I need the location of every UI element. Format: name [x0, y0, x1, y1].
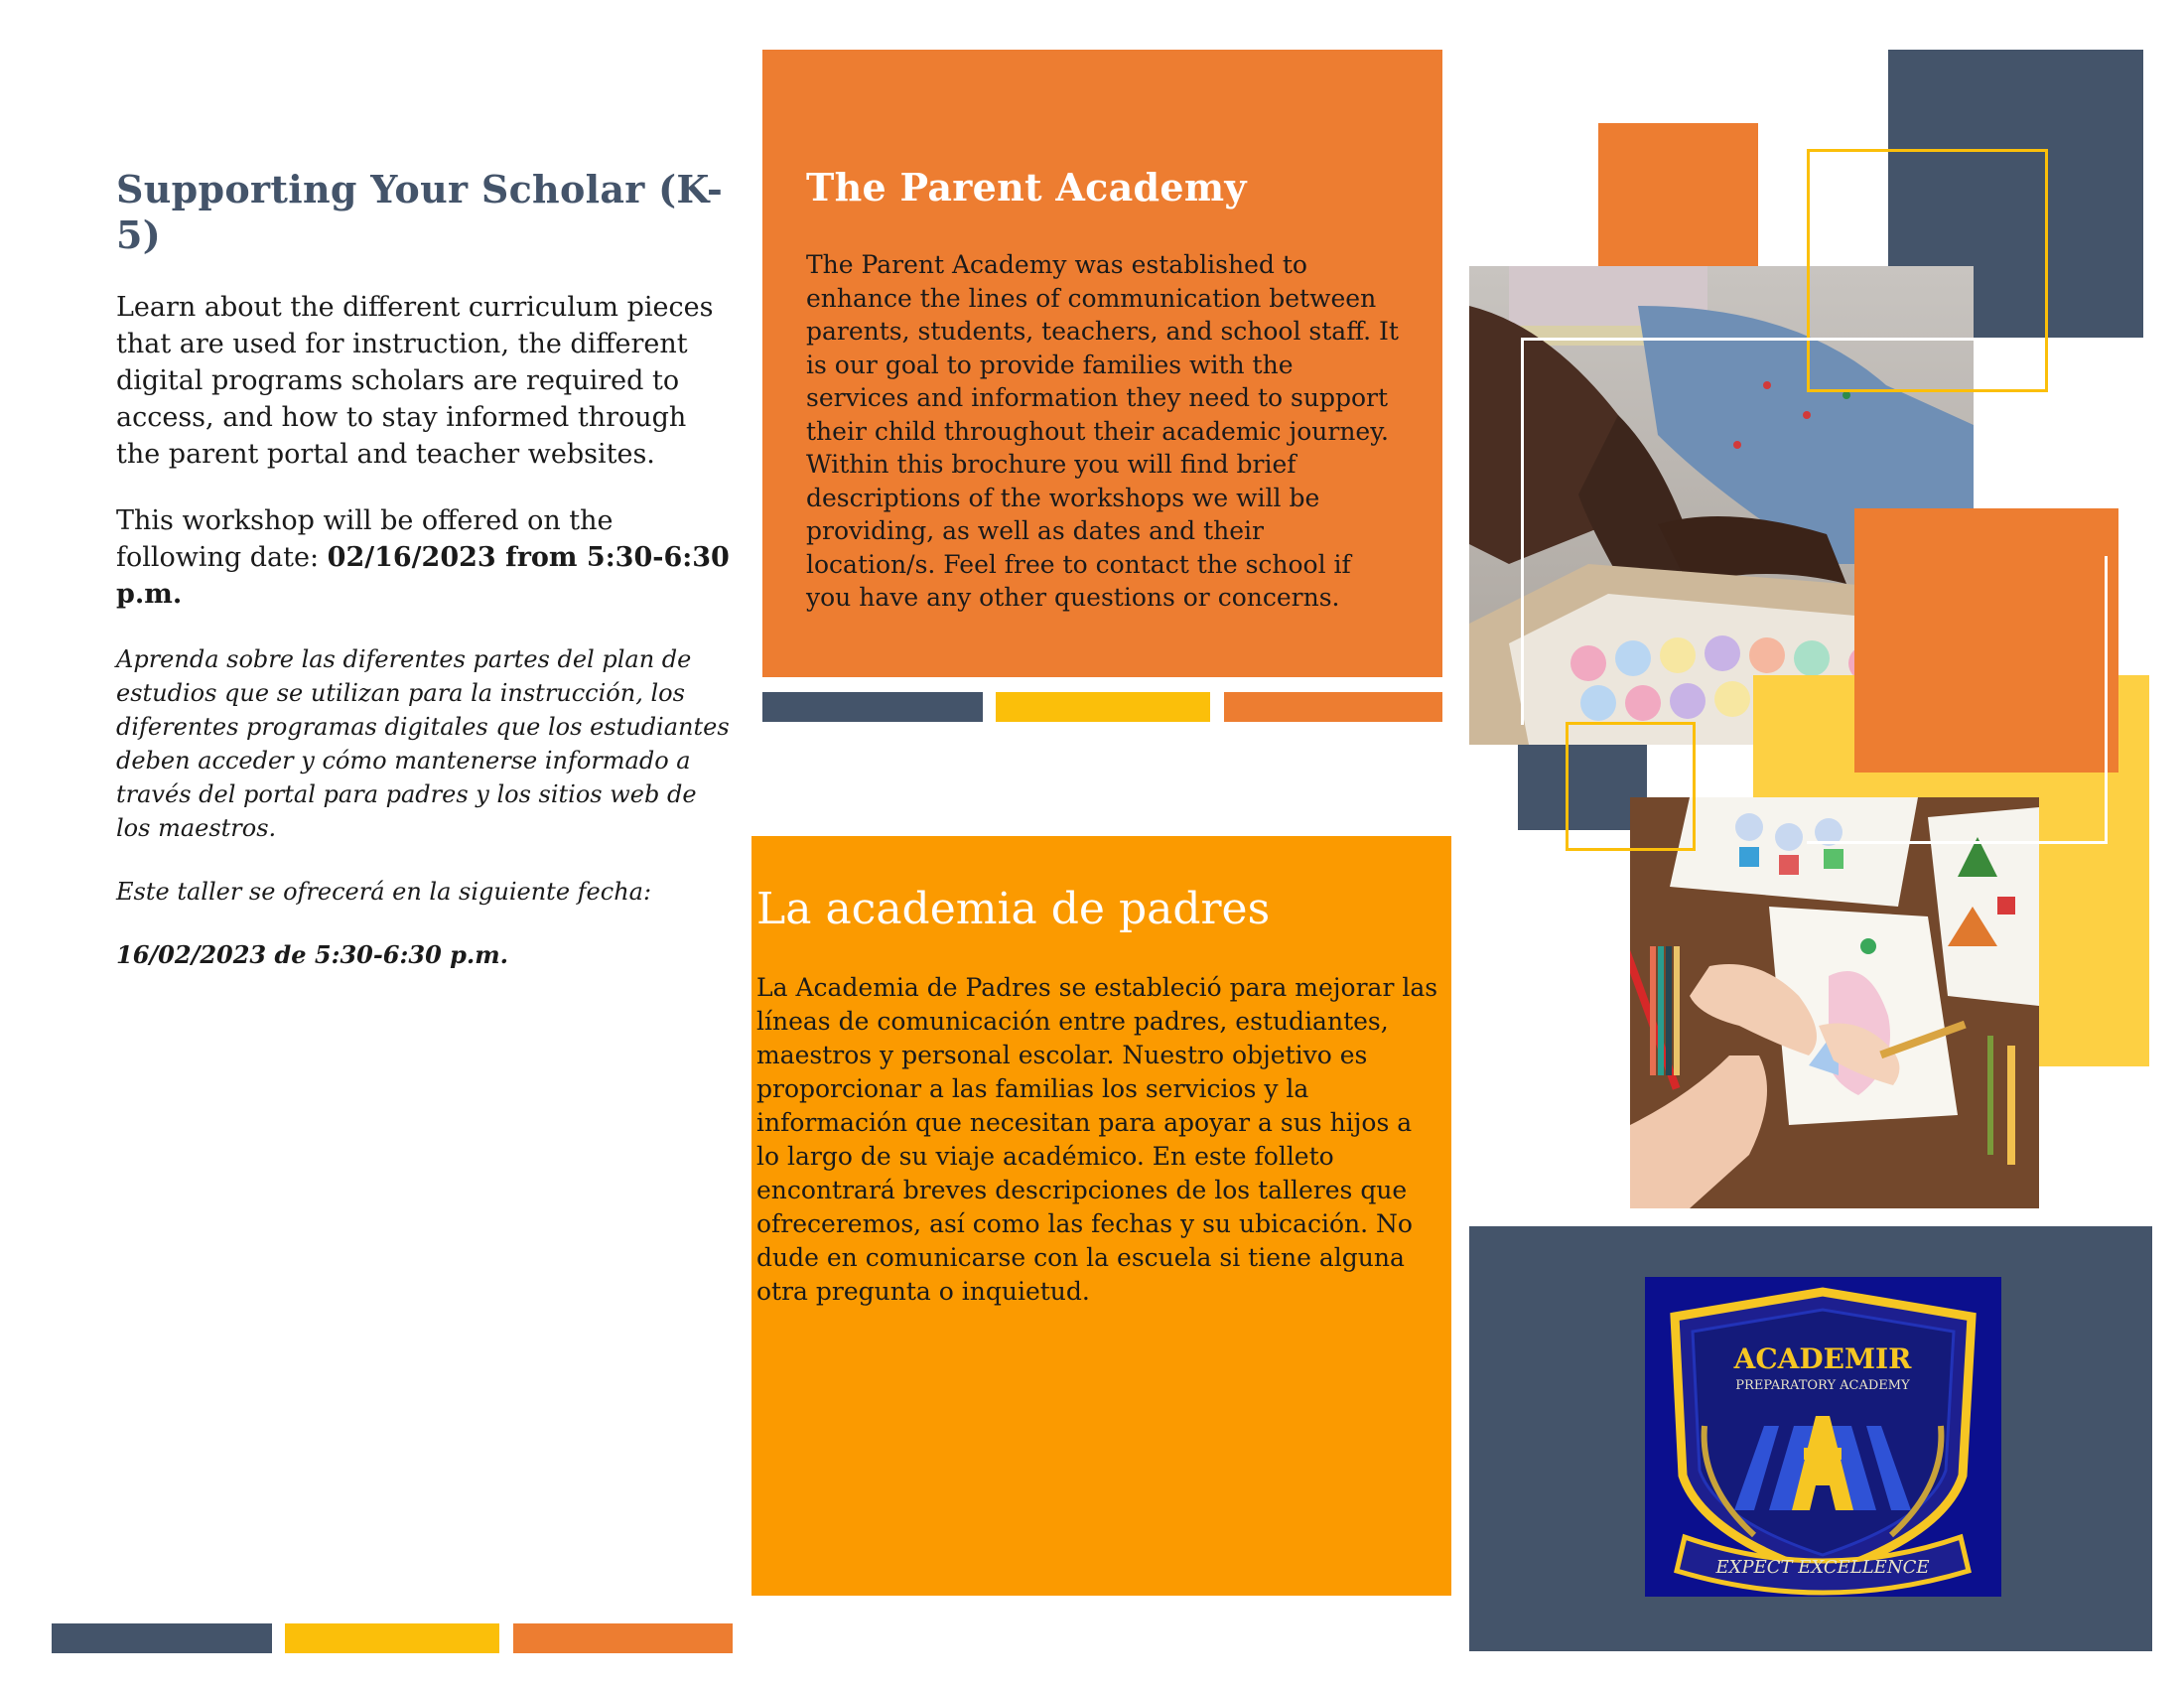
photo-coloring-illustration [1630, 797, 2039, 1208]
school-crest-icon [1645, 1277, 2001, 1597]
decor-frame-white-line [1521, 338, 1976, 341]
logo-name: ACADEMIR [1733, 1342, 1912, 1375]
workshop-title: Supporting Your Scholar (K-5) [116, 167, 724, 257]
workshop-description: Learn about the different curriculum pieces that are used for instruction, the different digital programs scholars are required to access, and how to stay informed through the parent portal and teacher websites. [116, 292, 714, 471]
divider-bar-navy [762, 692, 983, 722]
divider-bar-navy [52, 1623, 272, 1653]
left-column [116, 167, 732, 972]
academia-padres-body: La Academia de Padres se estableció para mejorar las líneas de comunicación entre padres, estudiantes, maestros y personal escolar. Nuestro objetivo es proporcionar a las familias los servicios y la información que necesitan para apoyar a sus hijos a lo largo de su viaje académico. En este folleto encontrará breves descripciones de los talleres que ofreceremos, así como las fechas y su ubicación. No dude en comunicarse con la escuela si tiene alguna otra pregunta o inquietud. [756, 973, 1438, 1306]
workshop-description-es: Aprenda sobre las diferentes partes del plan de estudios que se utilizan para la instrucción, los diferentes programas digitales que los estudiantes deben acceder y cómo mantenerse informado a través del portal para padres y los sitios web de los maestros. [116, 645, 730, 843]
decor-frame-yellow [1566, 722, 1696, 851]
logo-subtitle: PREPARATORY ACADEMY [1735, 1378, 1910, 1393]
school-logo [1645, 1277, 2001, 1597]
divider-bar-yellow [996, 692, 1210, 722]
divider-bar-orange [513, 1623, 733, 1653]
decor-frame-white [1807, 556, 2108, 844]
photo-coloring [1630, 797, 2039, 1208]
workshop-date-paragraph [116, 502, 732, 613]
workshop-date: 02/16/2023 from 5:30-6:30 p.m. [116, 542, 730, 611]
workshop-date-lead: This workshop will be offered on the following date: [116, 505, 614, 574]
parent-academy-panel [762, 50, 1442, 677]
parent-academy-title: The Parent Academy [806, 165, 1247, 210]
workshop-date-es: 16/02/2023 de 5:30-6:30 p.m. [116, 940, 509, 970]
decor-frame-white-line [1521, 338, 1524, 725]
workshop-date-lead-es: Este taller se ofrecerá en la siguiente fecha: [116, 878, 652, 907]
divider-bar-yellow [285, 1623, 499, 1653]
decor-frame-yellow [1807, 149, 2048, 392]
divider-bar-orange [1224, 692, 1442, 722]
academia-padres-title: La academia de padres [756, 884, 1271, 934]
logo-motto: EXPECT EXCELLENCE [1715, 1557, 1930, 1578]
decor-square-orange [1598, 123, 1758, 270]
academia-padres-panel [751, 836, 1451, 1596]
parent-academy-body: The Parent Academy was established to enhance the lines of communication between parents, students, teachers, and school staff. It is our goal to provide families with the services and information they need to support their child throughout their academic journey. Within this brochure you will find brief descriptions of the workshops we will be providing, as well as dates and their location/s. Feel free to contact the school if you have any other questions or concerns. [806, 250, 1399, 612]
